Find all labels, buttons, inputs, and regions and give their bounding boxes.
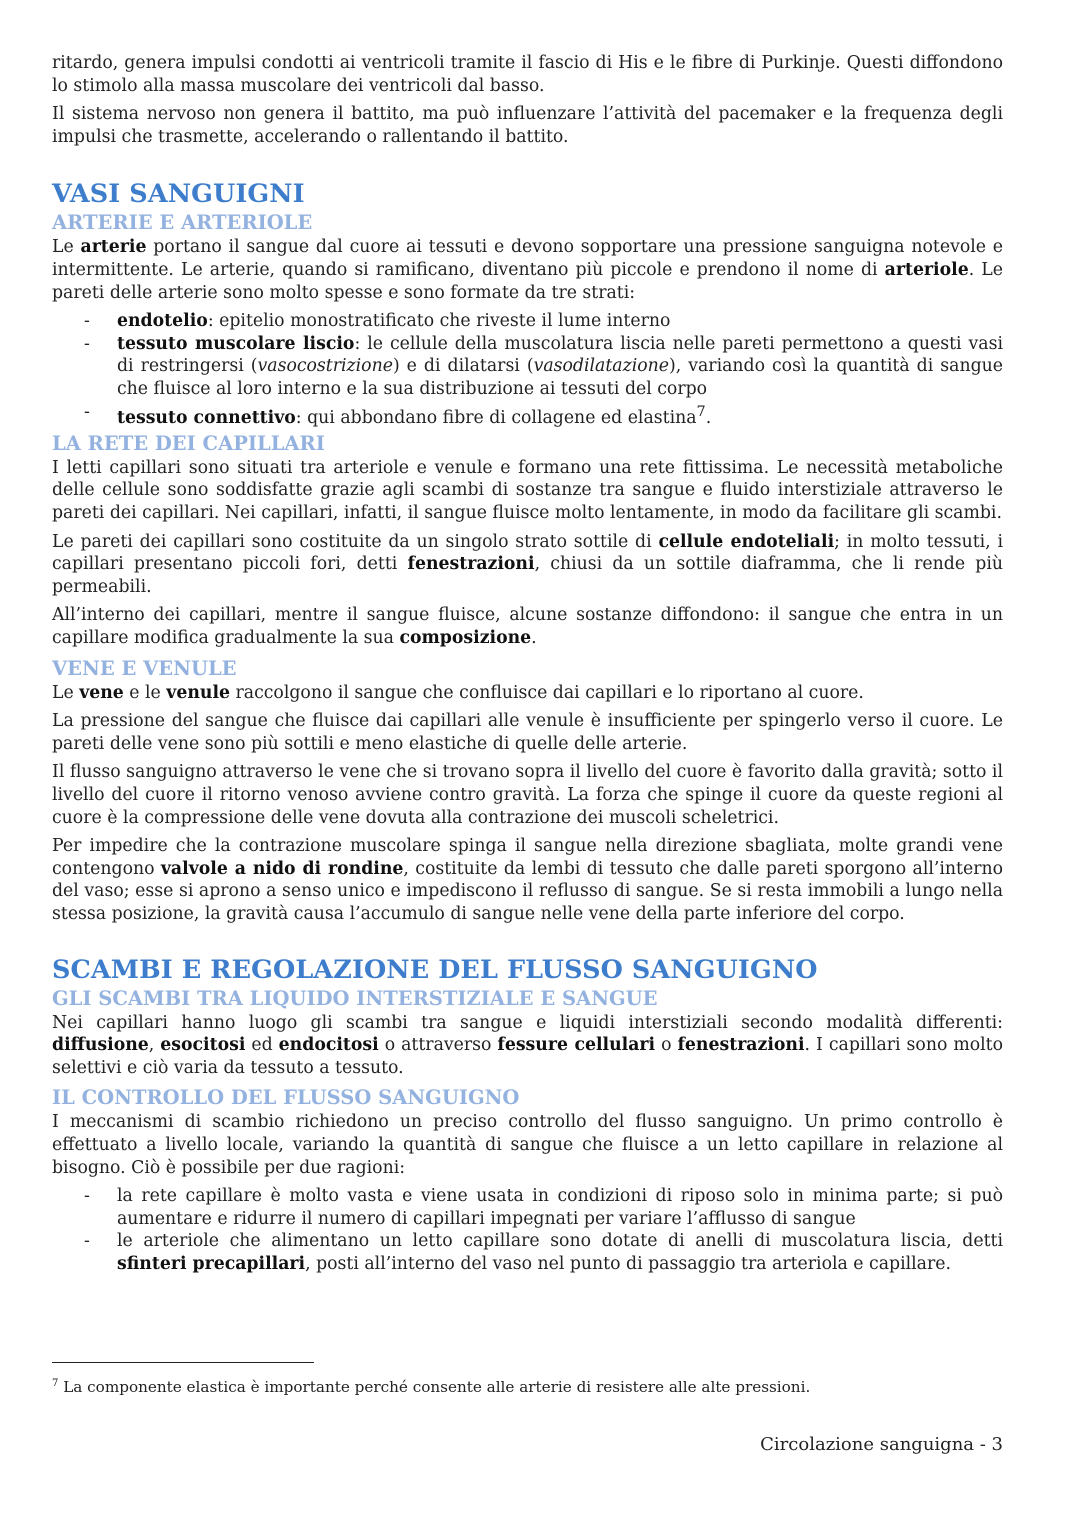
subsection-title-controllo: IL CONTROLLO DEL FLUSSO SANGUIGNO (52, 1086, 520, 1110)
page-footer: Circolazione sanguigna - 3 (760, 1434, 1003, 1455)
document-page (52, 52, 1003, 1278)
arterie-paragraph: Le arterie portano il sangue dal cuore ai tessuti e devono sopportare una pressione sanguigna notevole e intermittente. Le arterie, quando si ramificano, diventano più piccole e prendono il nome di arteriole. Le pareti delle arterie sono molto spesse e sono formate da tre strati: (52, 237, 1003, 303)
vene-paragraph-2: La pressione del sangue che fluisce dai capillari alle venule è insufficiente per spingerlo verso il cuore. Le pareti delle vene sono più sottili e meno elastiche di quelle delle arterie. (52, 711, 1003, 754)
list-item: - la rete capillare è molto vasta e viene usata in condizioni di riposo solo in minima parte; si può aumentare e ridurre il numero di capillari impegnati per variare l’afflusso di sangue (84, 1186, 1003, 1229)
capillari-paragraph-2: Le pareti dei capillari sono costituite da un singolo strato sottile di cellule endoteliali; in molto tessuti, i capillari presentano piccoli fori, detti fenestrazioni, chiusi da un sottile diaframma, che li rende più permeabili. (52, 531, 1004, 597)
list-item: - tessuto muscolare liscio: le cellule della muscolatura liscia nelle pareti permettono a questi vasi di restringersi (vasocostrizione) e di dilatarsi (vasodilatazione), variando così la quantità di sangue che fluisce al loro interno e la sua distribuzione ai tessuti del corpo (84, 333, 1003, 399)
list-item: - tessuto connettivo: qui abbondano fibre di collagene ed elastina$^7$. (84, 401, 712, 428)
section-title-scambi: SCAMBI E REGOLAZIONE DEL FLUSSO SANGUIGNO (52, 954, 818, 985)
vene-paragraph-4: Per impedire che la contrazione muscolare spinga il sangue nella direzione sbagliata, molte grandi vene contengono valvole a nido di rondine, costituite da lembi di tessuto che dalle pareti sporgono all’interno del vaso; esse si aprono a senso unico e impediscono il reflusso di sangue. Se si resta immobili a lungo nella stessa posizione, la gravità causa l’accumulo di sangue nelle vene della parte inferiore del corpo. (52, 836, 1003, 924)
footnote-divider (52, 1362, 314, 1363)
subsection-title-vene: VENE E VENULE (52, 656, 237, 680)
controllo-reasons-list (52, 1185, 1003, 1275)
section-title-vasi: VASI SANGUIGNI (52, 179, 305, 210)
intro-paragraph-2: Il sistema nervoso non genera il battito, ma può influenzare l’attività del pacemaker e la frequenza degli impulsi che trasmette, accelerando o rallentando il battito. (52, 104, 1003, 147)
vene-paragraph-1: Le vene e le venule raccolgono il sangue che confluisce dai capillari e lo riportano al cuore. (52, 682, 864, 703)
capillari-paragraph-3: All’interno dei capillari, mentre il sangue fluisce, alcune sostanze diffondono: il sangue che entra in un capillare modifica gradualmente la sua composizione. (52, 605, 1003, 649)
subsection-title-interstiziale: GLI SCAMBI TRA LIQUIDO INTERSTIZIALE E SANGUE (52, 986, 658, 1010)
vene-paragraph-3: Il flusso sanguigno attraverso le vene che si trovano sopra il livello del cuore è favorito dalla gravità; sotto il livello del cuore il ritorno venoso avviene contro gravità. La forza che spinge il cuore da queste regioni al cuore è la compressione delle vene dovuta alla contrazione dei muscoli scheletrici. (52, 762, 1003, 828)
list-item: - le arteriole che alimentano un letto capillare sono dotate di anelli di muscolatura liscia, detti sfinteri precapillari, posti all’interno del vaso nel punto di passaggio tra arteriola e capillare. (84, 1231, 1003, 1274)
arterie-layers-list (52, 310, 1003, 429)
footnote-ref: 7 (696, 403, 706, 420)
capillari-paragraph-1: I letti capillari sono situati tra arteriole e venule e formano una rete fittissima. Le necessità metaboliche delle cellule sono soddisfatte grazie agli scambi di sostanze tra sangue e fluido interstiziale attraverso le pareti dei capillari. Nei capillari, infatti, il sangue fluisce molto lentamente, in modo da facilitare gli scambi. (52, 457, 1003, 524)
subsection-title-capillari: LA RETE DEI CAPILLARI (52, 431, 325, 455)
list-item: - endotelio: epitelio monostratificato che riveste il lume interno (84, 311, 671, 332)
subsection-title-arterie: ARTERIE E ARTERIOLE (52, 211, 313, 235)
interstiziale-paragraph: Nei capillari hanno luogo gli scambi tra sangue e liquidi interstiziali secondo modalità differenti: diffusione, esocitosi ed endocitosi o attraverso fessure cellulari o fenestrazioni. I capillari sono molto selettivi e ciò varia da tessuto a tessuto. (52, 1012, 1004, 1078)
controllo-paragraph: I meccanismi di scambio richiedono un preciso controllo del flusso sanguigno. Un primo controllo è effettuato a livello locale, variando la quantità di sangue che fluisce a un letto capillare in relazione al bisogno. Ciò è possibile per due ragioni: (52, 1112, 1003, 1178)
footnote-text: La componente elastica è importante perché consente alle arterie di resistere alle alte pressioni. (58, 1378, 811, 1397)
footnote-number: 7 (52, 1378, 59, 1389)
intro-paragraph-1: ritardo, genera impulsi condotti ai ventricoli tramite il fascio di His e le fibre di Purkinje. Questi diffondono lo stimolo alla massa muscolare dei ventricoli dal basso. (52, 53, 1003, 96)
footnote (52, 1374, 1003, 1397)
